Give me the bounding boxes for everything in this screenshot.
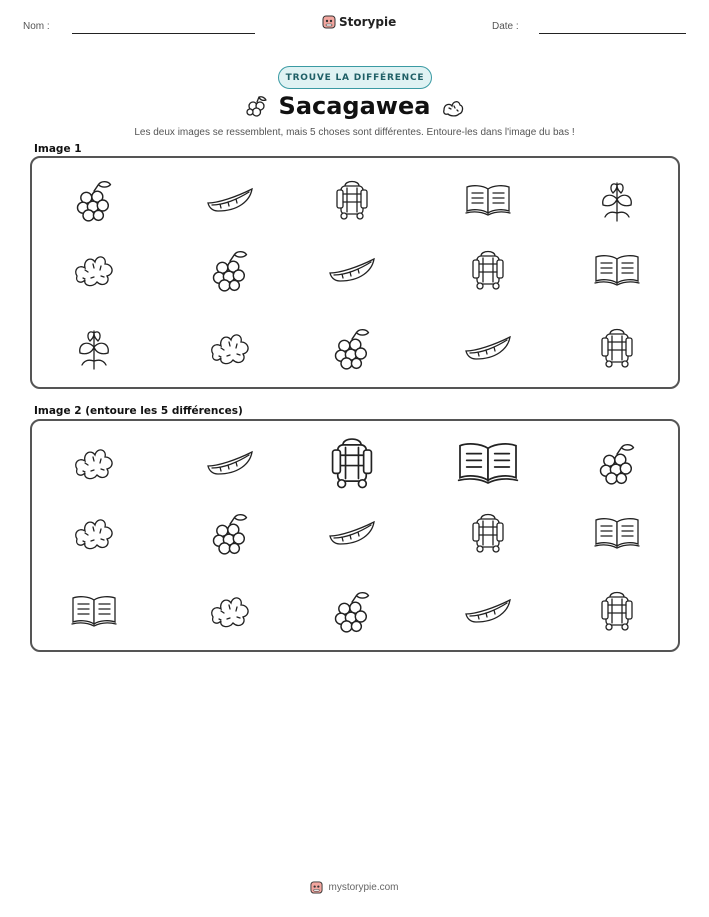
backpack-icon	[335, 178, 369, 222]
instructions: Les deux images se ressemblent, mais 5 choses sont différentes. Entoure-les dans l'image du bas !	[134, 127, 575, 138]
brand-logo	[322, 14, 396, 30]
image1-cell-r3c5[interactable]	[587, 323, 647, 373]
brand-name: Storypie	[339, 15, 397, 29]
storypie-mascot-icon	[322, 14, 336, 30]
storypie-mascot-icon	[310, 880, 323, 895]
image2-cell-r3c3[interactable]	[322, 586, 382, 636]
berries-icon	[208, 511, 252, 555]
ginger-decoration-icon	[440, 94, 466, 120]
image1-cell-r2c2[interactable]	[200, 245, 260, 295]
book-icon	[464, 183, 512, 217]
book-icon	[456, 440, 520, 486]
image1-label: Image 1	[34, 143, 82, 155]
image1-cell-r1c4[interactable]	[458, 175, 518, 225]
leaf-plant-icon	[597, 177, 637, 223]
date-label: Date :	[492, 21, 519, 32]
page-title: Sacagawea	[278, 92, 431, 120]
name-label: Nom :	[23, 21, 50, 32]
image1-cell-r1c3[interactable]	[322, 175, 382, 225]
image1-cell-r1c5[interactable]	[587, 175, 647, 225]
footer	[0, 880, 709, 895]
image1-cell-r1c2[interactable]	[200, 175, 260, 225]
berries-icon	[72, 178, 116, 222]
ginger-root-icon	[207, 591, 253, 631]
image2-cell-r1c5[interactable]	[587, 438, 647, 488]
ginger-root-icon	[71, 513, 117, 553]
image1-cell-r3c3[interactable]	[322, 323, 382, 373]
image2-cell-r2c2[interactable]	[200, 508, 260, 558]
image2-cell-r2c1[interactable]	[64, 508, 124, 558]
backpack-icon	[600, 589, 634, 633]
image2-cell-r2c5[interactable]	[587, 508, 647, 558]
canoe-icon	[206, 448, 254, 478]
canoe-icon	[206, 185, 254, 215]
berries-icon	[595, 441, 639, 485]
image1-cell-r2c4[interactable]	[458, 245, 518, 295]
image2-cell-r1c3[interactable]	[322, 438, 382, 488]
image1-cell-r3c4[interactable]	[458, 323, 518, 373]
berries-icon	[208, 248, 252, 292]
berries-icon	[330, 589, 374, 633]
footer-site[interactable]: mystorypie.com	[328, 882, 399, 893]
image2-cell-r3c5[interactable]	[587, 586, 647, 636]
canoe-icon	[328, 255, 376, 285]
image2-label: Image 2 (entoure les 5 différences)	[34, 405, 243, 417]
backpack-icon	[471, 511, 505, 555]
ginger-root-icon	[71, 443, 117, 483]
canoe-icon	[328, 518, 376, 548]
leaf-plant-icon	[74, 325, 114, 371]
book-icon	[593, 516, 641, 550]
name-line[interactable]	[72, 33, 255, 34]
image1-cell-r2c1[interactable]	[64, 245, 124, 295]
canoe-icon	[464, 333, 512, 363]
image2-cell-r3c4[interactable]	[458, 586, 518, 636]
image1-cell-r2c5[interactable]	[587, 245, 647, 295]
book-icon	[70, 594, 118, 628]
image2-cell-r1c4[interactable]	[458, 438, 518, 488]
book-icon	[593, 253, 641, 287]
image2-cell-r1c1[interactable]	[64, 438, 124, 488]
berries-icon	[330, 326, 374, 370]
ginger-root-icon	[71, 250, 117, 290]
image1-cell-r1c1[interactable]	[64, 175, 124, 225]
image1-cell-r3c2[interactable]	[200, 323, 260, 373]
backpack-icon	[330, 434, 374, 492]
image2-cell-r3c1[interactable]	[64, 586, 124, 636]
canoe-icon	[464, 596, 512, 626]
ginger-root-icon	[207, 328, 253, 368]
date-line[interactable]	[539, 33, 686, 34]
image2-cell-r3c2[interactable]	[200, 586, 260, 636]
backpack-icon	[471, 248, 505, 292]
image2-cell-r2c3[interactable]	[322, 508, 382, 558]
image2-cell-r1c2[interactable]	[200, 438, 260, 488]
image2-cell-r2c4[interactable]	[458, 508, 518, 558]
image1-cell-r2c3[interactable]	[322, 245, 382, 295]
activity-badge: TROUVE LA DIFFÉRENCE	[278, 66, 432, 89]
backpack-icon	[600, 326, 634, 370]
image1-cell-r3c1[interactable]	[64, 323, 124, 373]
